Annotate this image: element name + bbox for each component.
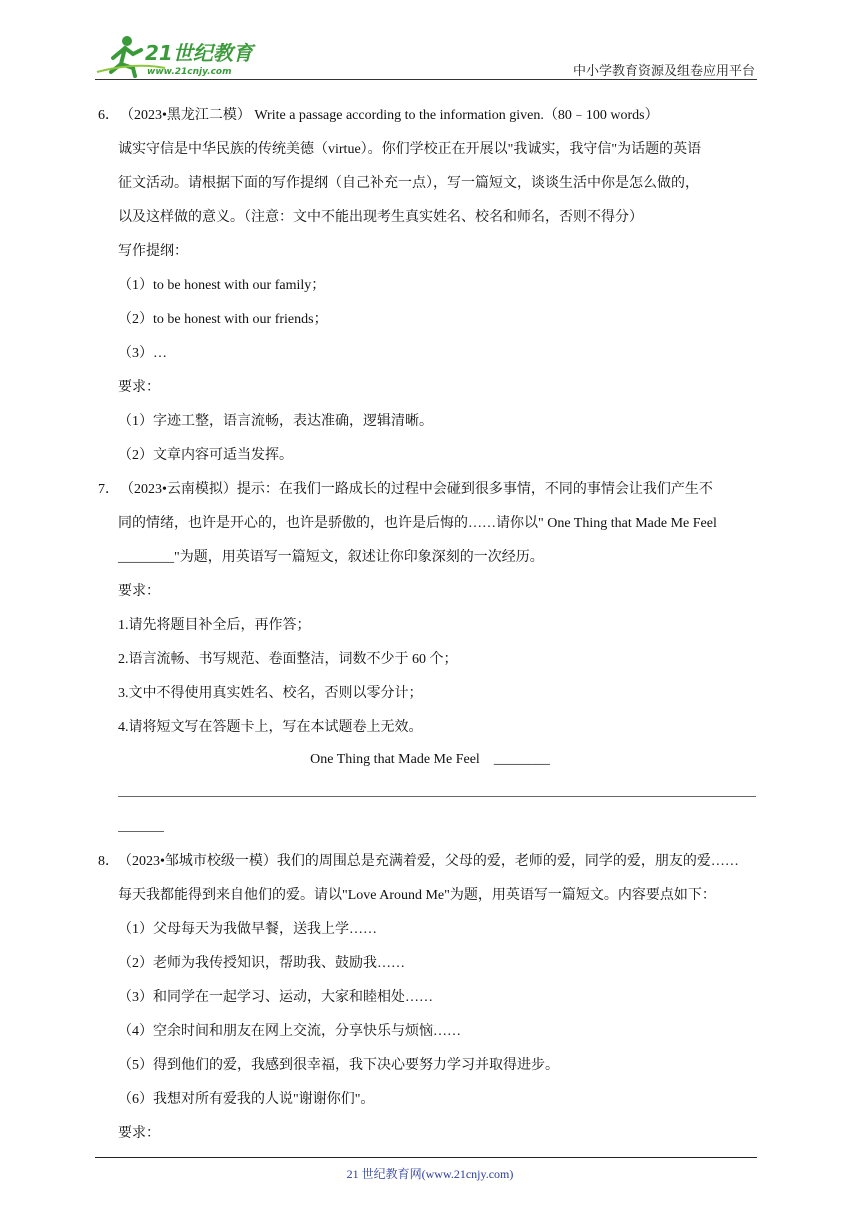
q6-heading: （2023•黑龙江二模） Write a passage according to the information given.（80﹣100 words） [120,108,659,123]
q7-number: 7． [98,482,119,497]
q6-number: 6． [98,108,119,123]
logo-url: www.21cnjy.com [147,67,232,77]
page-header [95,32,757,78]
q8-point-2: （2）老师为我传授知识，帮助我、鼓励我…… [118,956,405,971]
q7-line-2: ________"为题，用英语写一篇短文，叙述让你印象深刻的一次经历。 [118,550,544,565]
q8-line-1: 每天我都能得到来自他们的爱。请以"Love Around Me"为题，用英语写一篇短文。内容要点如下： [118,888,716,903]
q8-requirements-label: 要求： [118,1126,160,1141]
q8-point-5: （5）得到他们的爱，我感到很幸福，我下决心要努力学习并取得进步。 [118,1058,559,1073]
footer-divider [95,1157,757,1158]
q6-outline-3: （3）… [118,346,167,361]
q8-point-3: （3）和同学在一起学习、运动，大家和睦相处…… [118,990,433,1005]
q6-requirement-2: （2）文章内容可适当发挥。 [118,448,293,463]
q7-requirement-3: 3.文中不得使用真实姓名、校名，否则以零分计； [118,686,423,701]
q6-requirements-label: 要求： [118,380,160,395]
answer-line [118,796,756,797]
q7-requirement-4: 4.请将短文写在答题卡上，写在本试题卷上无效。 [118,720,423,735]
q8-number: 8． [98,854,119,869]
q6-outline-2: （2）to be honest with our friends； [118,312,328,327]
header-divider [95,79,757,80]
logo [95,32,265,78]
q7-requirement-1: 1.请先将题目补全后，再作答； [118,618,311,633]
q7-essay-title: One Thing that Made Me Feel ________ [310,752,550,767]
answer-line-short [118,831,164,832]
q7-requirement-2: 2.语言流畅、书写规范、卷面整洁，词数不少于 60 个； [118,652,458,667]
q6-outline-label: 写作提纲： [118,244,188,259]
logo-text: 21世纪教育 [145,41,253,65]
q6-line-3: 以及这样做的意义。（注意：文中不能出现考生真实姓名、校名和师名，否则不得分） [118,210,643,225]
q6-requirement-1: （1）字迹工整，语言流畅，表达准确，逻辑清晰。 [118,414,433,429]
q8-point-1: （1）父母每天为我做早餐，送我上学…… [118,922,377,937]
q7-heading: （2023•云南模拟）提示：在我们一路成长的过程中会碰到很多事情，不同的事情会让我们产生不 [120,482,713,497]
q6-line-1: 诚实守信是中华民族的传统美德（virtue）。你们学校正在开展以"我诚实，我守信"为话题的英语 [118,142,702,157]
q7-line-1: 同的情绪，也许是开心的，也许是骄傲的，也许是后悔的……请你以" One Thing that Made Me Feel [118,516,717,531]
footer-text: 21 世纪教育网(www.21cnjy.com) [346,1167,514,1181]
q6-line-2: 征文活动。请根据下面的写作提纲（自己补充一点），写一篇短文，谈谈生活中你是怎么做的， [118,176,699,191]
q8-point-4: （4）空余时间和朋友在网上交流，分享快乐与烦恼…… [118,1024,461,1039]
q8-heading: （2023•邹城市校级一模）我们的周围总是充满着爱，父母的爱，老师的爱，同学的爱，朋友的爱…… [118,854,739,869]
platform-name: 中小学教育资源及组卷应用平台 [572,64,755,79]
q7-requirements-label: 要求： [118,584,160,599]
q6-outline-1: （1）to be honest with our family； [118,278,326,293]
q8-point-6: （6）我想对所有爱我的人说"谢谢你们"。 [118,1092,375,1107]
